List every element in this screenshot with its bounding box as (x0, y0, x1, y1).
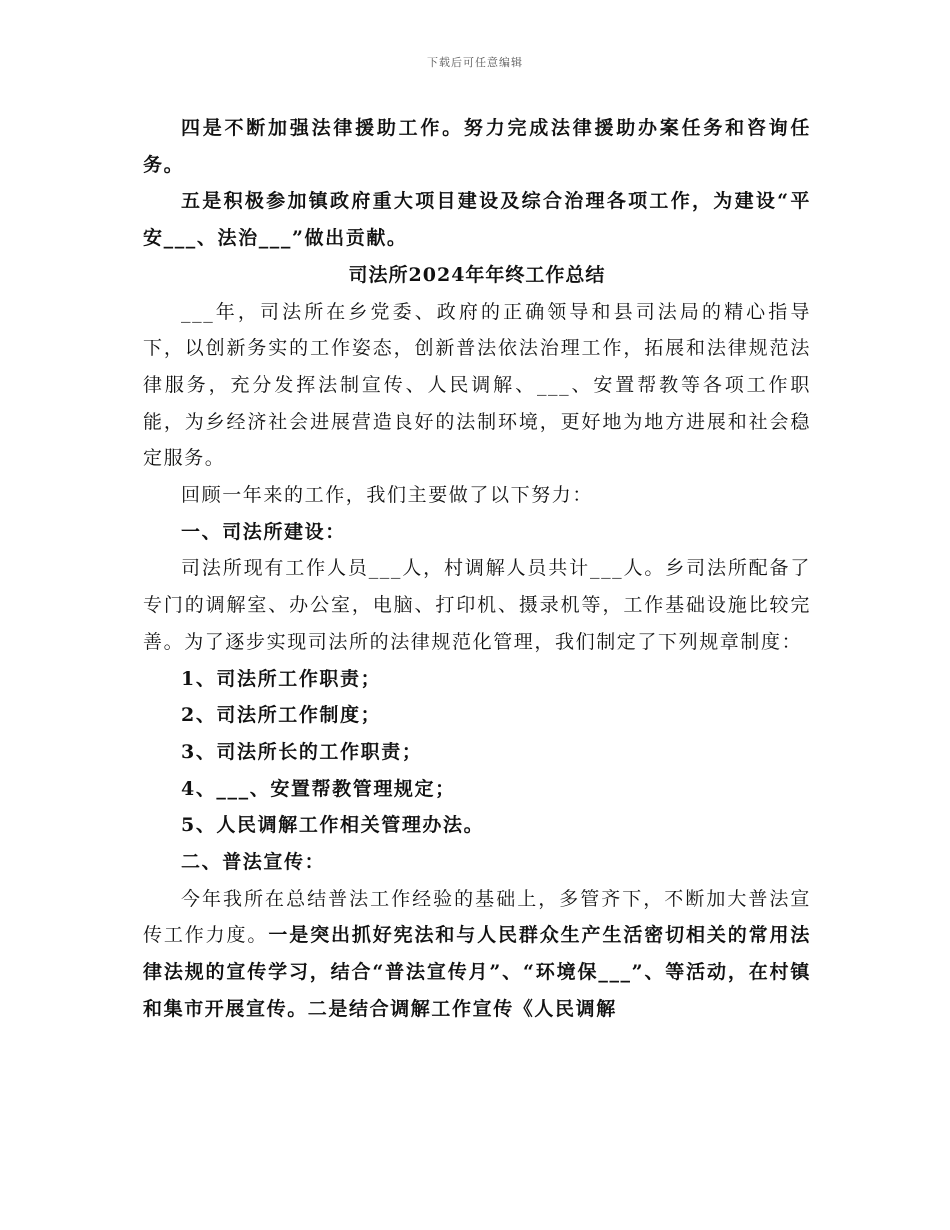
paragraph-staff: 司法所现有工作人员___人，村调解人员共计___人。乡司法所配备了专门的调解室、办公室，电脑、打印机、摄录机等，工作基础设施比较完善。为了逐步实现司法所的法律规范化管理，我们制定了下列规章制度： (143, 557, 811, 653)
document-body (143, 110, 811, 1028)
paragraph-intro: ___年，司法所在乡党委、政府的正确领导和县司法局的精心指导下，以创新务实的工作姿态，创新普法依法治理工作，拓展和法律规范法律服务，充分发挥法制宣传、人民调解、___、安置帮教等各项工作职能，为乡经济社会进展营造良好的法制环境，更好地为地方进展和社会稳定服务。 (143, 300, 811, 470)
paragraph-legal-aid: 四是不断加强法律援助工作。努力完成法律援助办案任务和咨询任务。 (143, 117, 811, 176)
list-item: 3、司法所长的工作职责； (181, 740, 423, 763)
list-item: 5、人民调解工作相关管理办法。 (181, 814, 485, 837)
list-item: 2、司法所工作制度； (181, 704, 382, 727)
paragraph-review: 回顾一年来的工作，我们主要做了以下努力： (181, 484, 594, 507)
paragraph-publicity-bold: 一是突出抓好宪法和与人民群众生产生活密切相关的常用法律法规的宣传学习，结合“普法宣传月”、“环境保___”、等活动，在村镇和集市开展宣传。二是结合调解工作宣传《人民调解 (143, 924, 811, 1020)
paragraph-publicity (143, 881, 811, 1028)
section-heading-construction: 一、司法所建设： (181, 520, 346, 543)
header-note: 下载后可任意编辑 (427, 56, 523, 69)
paragraph-publicity-normal: 今年我所在总结普法工作经验的基础上，多管齐下，不断加大普法宣传工作力度。 (143, 887, 811, 947)
section-heading-publicity: 二、普法宣传： (181, 851, 326, 874)
list-item: 4、___、安置帮教管理规定； (181, 777, 456, 800)
paragraph-major-projects: 五是积极参加镇政府重大项目建设及综合治理各项工作，为建设“平安___、法治___”做出贡献。 (143, 190, 811, 250)
document-title: 司法所2024年年终工作总结 (348, 263, 606, 286)
list-item: 1、司法所工作职责； (181, 667, 382, 690)
